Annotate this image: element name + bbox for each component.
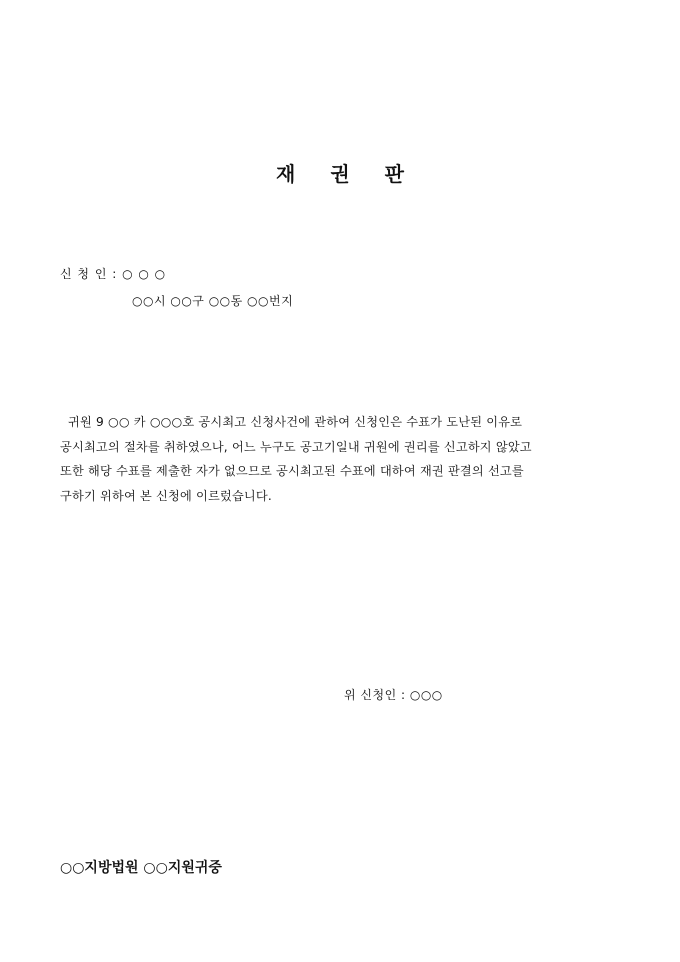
applicant-address-line: ○○시 ○○구 ○○동 ○○번지: [132, 294, 294, 308]
body-line: 공시최고의 절차를 취하였으나, 어느 누구도 공고기일내 귀원에 권리를 신고하지 않았고: [60, 439, 532, 454]
document-title: 재 권 판: [276, 162, 404, 186]
application-body: [60, 410, 622, 508]
body-line: 구하기 위하여 본 신청에 이르렀습니다.: [60, 488, 272, 503]
applicant-name-line: 신 청 인 : ○ ○ ○: [60, 267, 167, 281]
body-line: 또한 해당 수표를 제출한 자가 없으므로 공시최고된 수표에 대하여 재권 판결의 선고를: [60, 464, 524, 478]
signature-line: 위 신청인 : ○○○: [344, 688, 443, 702]
court-addressee: ○○지방법원 ○○지원귀중: [60, 860, 222, 876]
body-line: 귀원 9 ○○ 카 ○○○호 공시최고 신청사건에 관하여 신청인은 수표가 도난된 이유로: [68, 415, 523, 429]
